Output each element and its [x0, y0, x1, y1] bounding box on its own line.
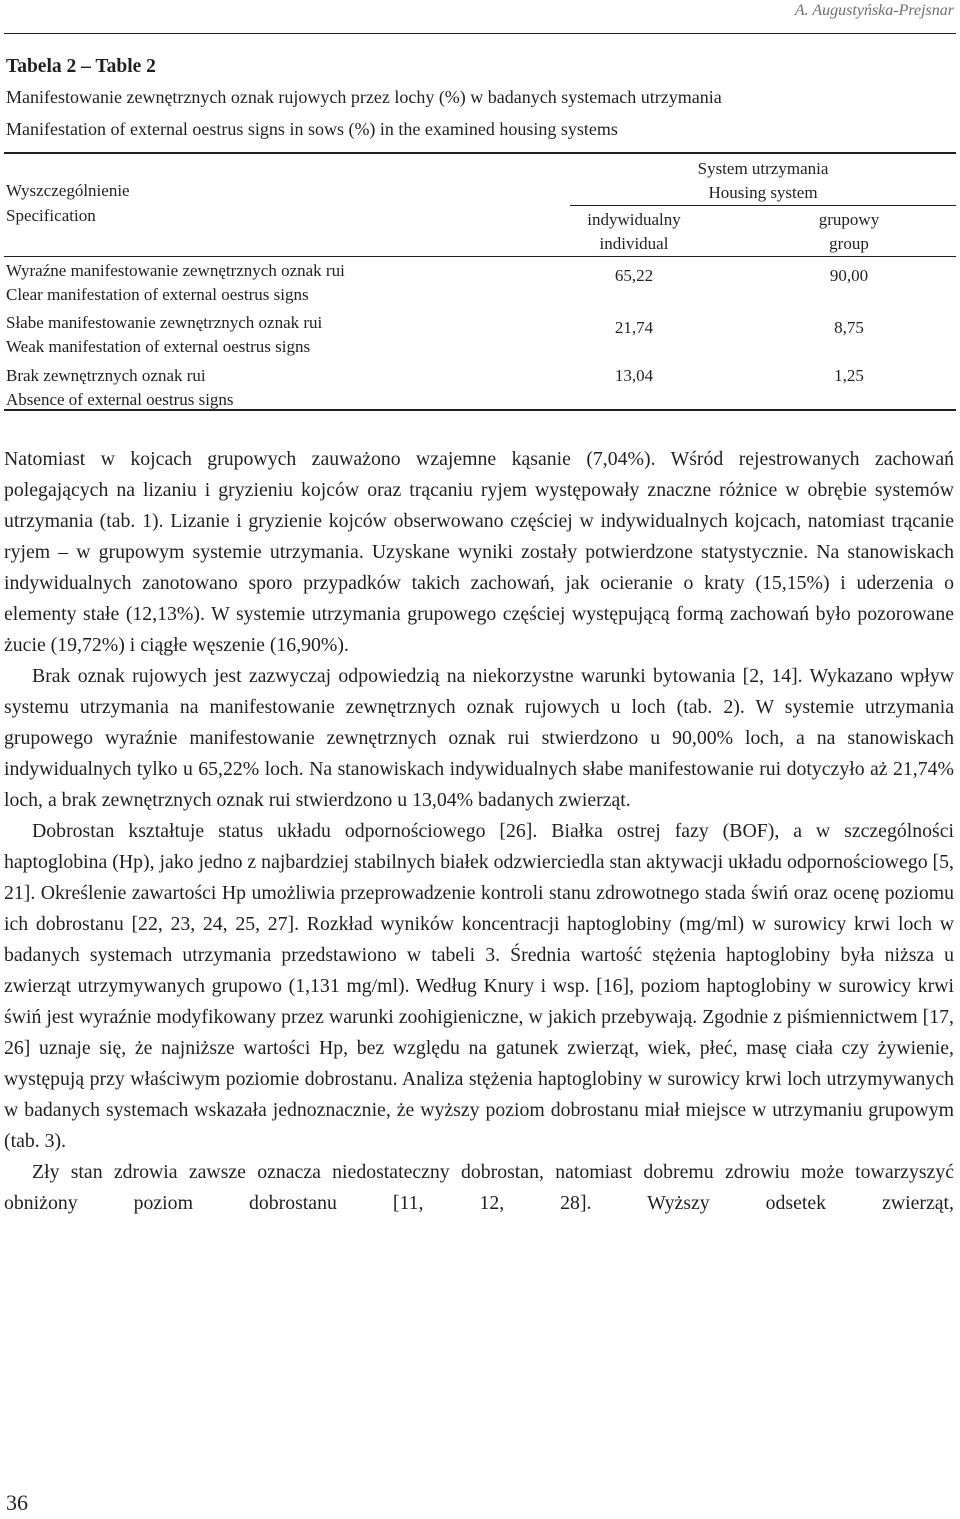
table-rule-subheader	[570, 205, 956, 206]
header-rule	[4, 33, 956, 34]
row-label-pl: Wyraźne manifestowanie zewnętrznych oznak rui	[6, 261, 345, 280]
header-individual-en: individual	[599, 234, 669, 253]
row-label-en: Absence of external oestrus signs	[6, 390, 234, 409]
table-rule-header	[4, 256, 956, 257]
cell-group: 1,25	[834, 366, 864, 385]
cell-individual: 65,22	[614, 266, 654, 285]
paragraph: Zły stan zdrowia zawsze oznacza niedostateczny dobrostan, natomiast dobremu zdrowiu może towarzyszyć obniżony poziom dobrostanu [11, 12, 28]. Wyższy odsetek zwierząt,	[4, 1161, 954, 1214]
row-label-pl: Słabe manifestowanie zewnętrznych oznak rui	[6, 313, 323, 332]
header-individual-pl: indywidualny	[587, 210, 681, 229]
header-housing-system-en: Housing system	[708, 183, 818, 202]
table-rule-top	[4, 152, 956, 154]
cell-individual: 13,04	[614, 366, 654, 385]
cell-individual: 21,74	[614, 318, 654, 337]
table-label: Tabela 2 – Table 2	[6, 56, 156, 77]
body-text	[4, 444, 954, 1219]
paragraph: Dobrostan kształtuje status układu odpornościowego [26]. Białka ostrej fazy (BOF), a w szczególności haptoglobina (Hp), jako jedno z najbardziej stabilnych białek odzwierciedla stan aktywacji układu odpornościowego [5, 21]. Określenie zawartości Hp umożliwia przeprowadzenie kontroli stanu zdrowotnego stada świń oraz ocenę poziomu ich dobrostanu [22, 23, 24, 25, 27]. Rozkład wyników koncentracji haptoglobiny (mg/ml) w surowicy krwi loch w badanych systemach utrzymania przedstawiono w tabeli 3. Średnia wartość stężenia haptoglobiny była niższa u zwierząt utrzymywanych grupowo (1,131 mg/ml). Według Knury i wsp. [16], poziom haptoglobiny w surowicy krwi świń jest wyraźnie modyfikowany przez warunki zoohigieniczne, w jakich przebywają. Zgodnie z piśmiennictwem [17, 26] uznaje się, że najniższe wartości Hp, bez względu na gatunek zwierząt, wiek, płeć, masę ciała czy żywienie, występują przy właściwym poziomie dobrostanu. Analiza stężenia haptoglobiny w surowicy krwi loch utrzymywanych w badanych systemach wskazała jednoznacznie, że wyższy poziom dobrostanu miał miejsce w utrzymaniu grupowym (tab. 3).	[4, 820, 954, 1152]
row-label-pl: Brak zewnętrznych oznak rui	[6, 366, 206, 385]
page-number: 36	[6, 1490, 28, 1515]
header-group-en: group	[829, 234, 869, 253]
paragraph: Natomiast w kojcach grupowych zauważono wzajemne kąsanie (7,04%). Wśród rejestrowanych zachowań polegających na lizaniu i gryzieniu kojców oraz trącaniu ryjem występowały znaczne różnice w obrębie systemów utrzymania (tab. 1). Lizanie i gryzienie kojców obserwowano częściej w indywidualnych kojcach, natomiast trącanie ryjem – w grupowym systemie utrzymania. Uzyskane wyniki zostały potwierdzone statystycznie. Na stanowiskach indywidualnych zanotowano sporo przypadków takich zachowań, jak ocieranie o kraty (15,15%) i uderzenia o elementy stałe (12,13%). W systemie utrzymania grupowego częściej występującą formą zachowań było pozorowane żucie (19,72%) i ciągłe węszenie (16,90%).	[4, 448, 954, 656]
table-caption-pl: Manifestowanie zewnętrznych oznak rujowych przez lochy (%) w badanych systemach utrzymania	[6, 87, 722, 107]
header-specification-pl: Wyszczególnienie	[6, 181, 130, 200]
cell-group: 90,00	[829, 266, 869, 285]
cell-group: 8,75	[834, 318, 864, 337]
row-label-en: Clear manifestation of external oestrus signs	[6, 285, 309, 304]
row-label-en: Weak manifestation of external oestrus signs	[6, 337, 311, 356]
paragraph: Brak oznak rujowych jest zazwyczaj odpowiedzią na niekorzystne warunki bytowania [2, 14]. Wykazano wpływ systemu utrzymania na manifestowanie zewnętrznych oznak rujowych u loch (tab. 2). W systemie utrzymania grupowego wyraźnie manifestowanie zewnętrznych oznak rui stwierdzono u 90,00% loch, a na stanowiskach indywidualnych tylko u 65,22% loch. Na stanowiskach indywidualnych słabe manifestowanie rui dotyczyło aż 21,74% loch, a brak zewnętrznych oznak rui stwierdzono u 13,04% badanych zwierząt.	[4, 665, 954, 811]
header-group-pl: grupowy	[818, 210, 880, 229]
running-header-author: A. Augustyńska-Prejsnar	[794, 2, 954, 19]
header-specification-en: Specification	[6, 206, 96, 225]
table-caption-en: Manifestation of external oestrus signs in sows (%) in the examined housing systems	[6, 119, 618, 139]
header-housing-system-pl: System utrzymania	[697, 159, 829, 178]
